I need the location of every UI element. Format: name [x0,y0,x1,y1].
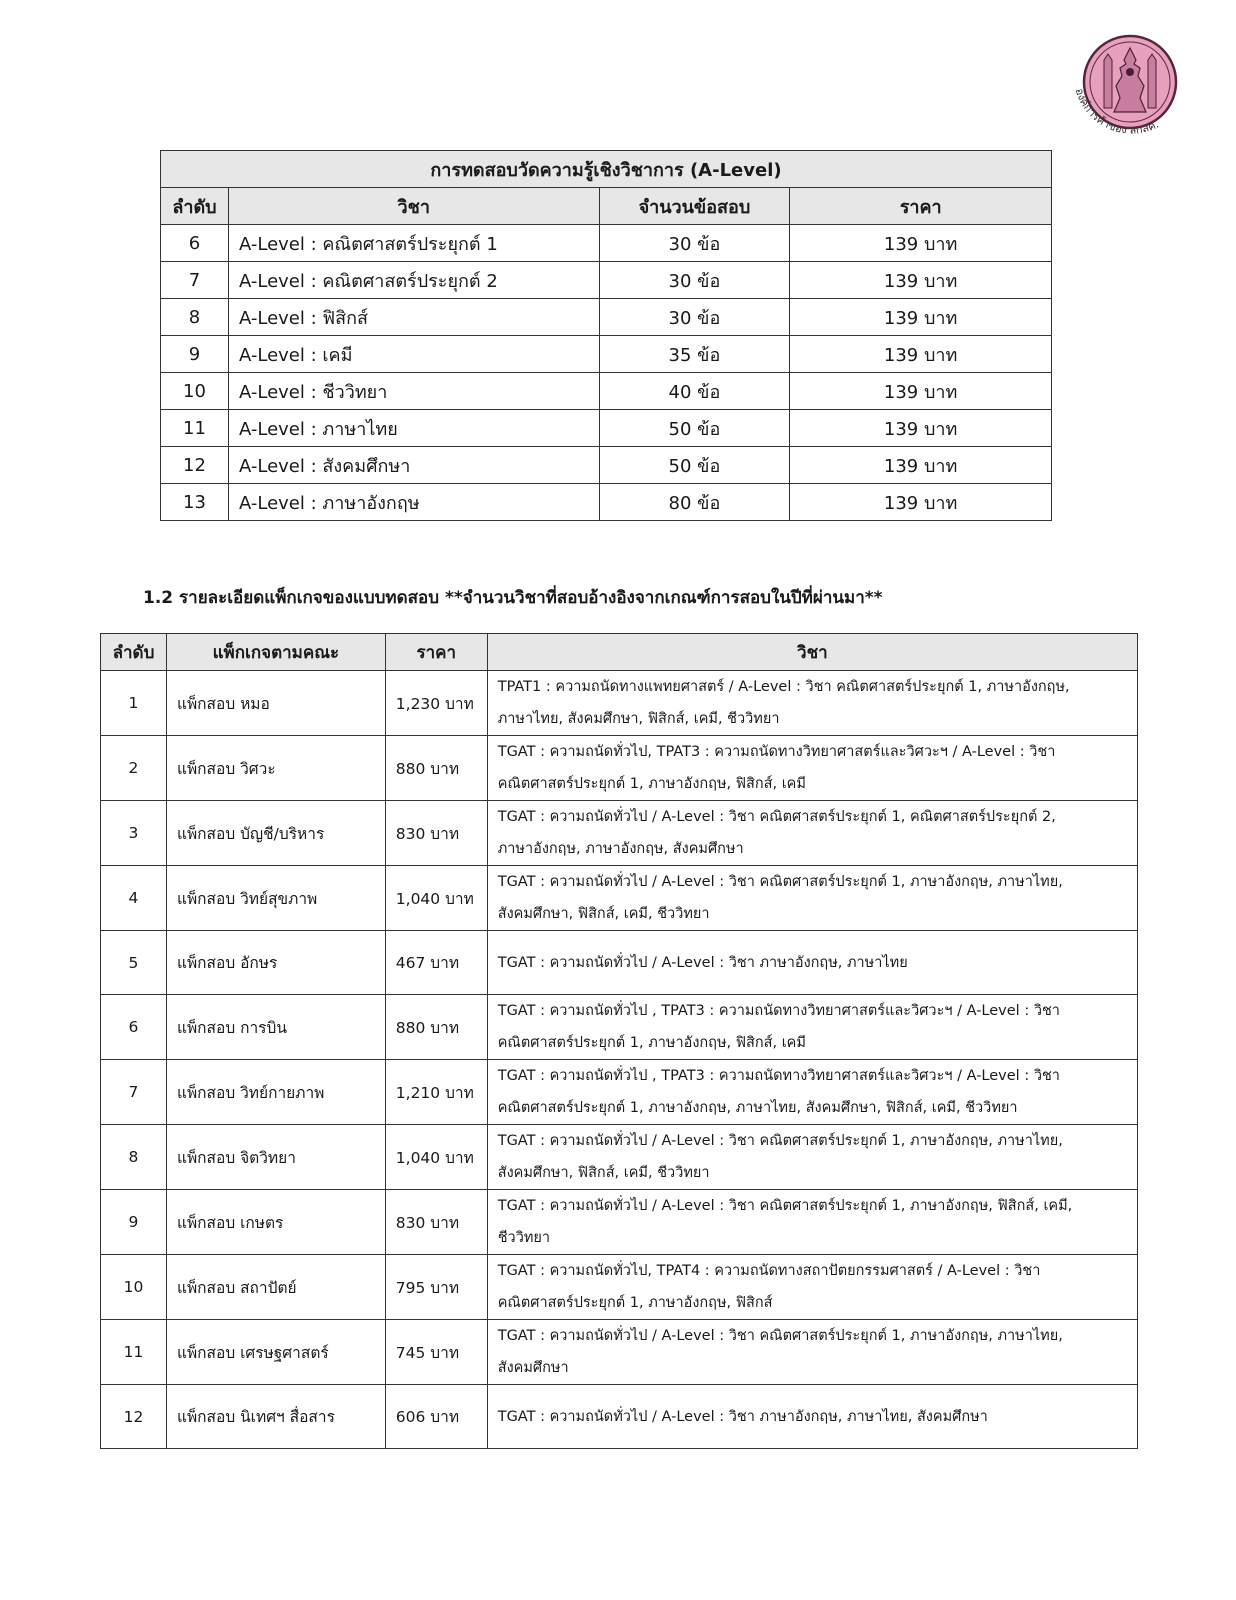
subject-cell: A-Level : คณิตศาสตร์ประยุกต์ 2 [228,262,599,299]
price-cell: 139 บาท [790,484,1052,521]
question-count-cell: 35 ข้อ [599,336,790,373]
price-cell: 606 บาท [385,1385,487,1449]
order-cell: 11 [101,1320,167,1385]
subjects-line: TGAT : ความถนัดทั่วไป / A-Level : วิชา ภาษาอังกฤษ, ภาษาไทย [497,954,908,971]
price-cell: 1,040 บาท [385,866,487,931]
subjects-line: TGAT : ความถนัดทั่วไป / A-Level : วิชา คณิตศาสตร์ประยุกต์ 1, ภาษาอังกฤษ, ภาษาไทย, [497,874,1063,890]
package-table [100,633,1138,1449]
question-count-cell: 80 ข้อ [599,484,790,521]
subjects-cell [487,801,1137,866]
price-cell: 139 บาท [790,299,1052,336]
header-price: ราคา [790,188,1052,225]
alevel-table-title: การทดสอบวัดความรู้เชิงวิชาการ (A-Level) [161,151,1052,188]
order-cell: 9 [101,1190,167,1255]
subjects-cell [487,1125,1137,1190]
price-cell: 1,230 บาท [385,671,487,736]
subjects-cell [487,931,1137,995]
subjects-cell [487,995,1137,1060]
package-name-cell: แพ็กสอบ หมอ [166,671,385,736]
table-row [161,373,1052,410]
header-price: ราคา [385,634,487,671]
price-cell: 139 บาท [790,373,1052,410]
table-row [101,1190,1138,1255]
price-cell: 139 บาท [790,410,1052,447]
table-row [101,671,1138,736]
subjects-line: คณิตศาสตร์ประยุกต์ 1, ภาษาอังกฤษ, ภาษาไทย, สังคมศึกษา, ฟิสิกส์, เคมี, ชีววิทยา [497,1100,1018,1116]
question-count-cell: 30 ข้อ [599,262,790,299]
subjects-cell [487,736,1137,801]
price-cell: 139 บาท [790,225,1052,262]
order-cell: 1 [101,671,167,736]
package-name-cell: แพ็กสอบ บัญชี/บริหาร [166,801,385,866]
order-cell: 7 [161,262,229,299]
header-subjects: วิชา [487,634,1137,671]
price-cell: 467 บาท [385,931,487,995]
subjects-line: TGAT : ความถนัดทั่วไป , TPAT3 : ความถนัดทางวิทยาศาสตร์และวิศวะฯ / A-Level : วิชา [497,1003,1060,1019]
question-count-cell: 40 ข้อ [599,373,790,410]
price-cell: 139 บาท [790,447,1052,484]
header-order: ลำดับ [101,634,167,671]
subjects-cell [487,671,1137,736]
subject-cell: A-Level : ภาษาไทย [228,410,599,447]
subject-cell: A-Level : ชีววิทยา [228,373,599,410]
subjects-cell [487,1190,1137,1255]
order-cell: 12 [161,447,229,484]
subjects-line: TPAT1 : ความถนัดทางแพทยศาสตร์ / A-Level : วิชา คณิตศาสตร์ประยุกต์ 1, ภาษาอังกฤษ, [497,679,1070,695]
package-name-cell: แพ็กสอบ นิเทศฯ สื่อสาร [166,1385,385,1449]
price-cell: 1,040 บาท [385,1125,487,1190]
order-cell: 6 [161,225,229,262]
order-cell: 11 [161,410,229,447]
subjects-cell [487,866,1137,931]
subjects-line: คณิตศาสตร์ประยุกต์ 1, ภาษาอังกฤษ, ฟิสิกส์, เคมี [497,1035,806,1051]
subjects-line: TGAT : ความถนัดทั่วไป / A-Level : วิชา คณิตศาสตร์ประยุกต์ 1, คณิตศาสตร์ประยุกต์ 2, [497,809,1056,825]
order-cell: 9 [161,336,229,373]
header-package: แพ็กเกจตามคณะ [166,634,385,671]
table-row [101,866,1138,931]
subjects-line: คณิตศาสตร์ประยุกต์ 1, ภาษาอังกฤษ, ฟิสิกส์, เคมี [497,776,806,792]
table-row [101,1385,1138,1449]
subjects-line: สังคมศึกษา [497,1360,569,1376]
package-name-cell: แพ็กสอบ วิทย์กายภาพ [166,1060,385,1125]
table-row [161,410,1052,447]
alevel-table [160,150,1052,521]
table-row [101,1320,1138,1385]
subjects-cell [487,1060,1137,1125]
table-row [161,299,1052,336]
table-row [161,447,1052,484]
subject-cell: A-Level : คณิตศาสตร์ประยุกต์ 1 [228,225,599,262]
organization-seal [1064,20,1198,154]
table-row [101,931,1138,995]
price-cell: 830 บาท [385,1190,487,1255]
section-heading: 1.2 รายละเอียดแพ็กเกจของแบบทดสอบ **จำนวนวิชาที่สอบอ้างอิงจากเกณฑ์การสอบในปีที่ผ่านมา** [143,588,883,608]
subjects-line: TGAT : ความถนัดทั่วไป / A-Level : วิชา ภาษาอังกฤษ, ภาษาไทย, สังคมศึกษา [497,1408,988,1425]
subjects-line: TGAT : ความถนัดทั่วไป / A-Level : วิชา คณิตศาสตร์ประยุกต์ 1, ภาษาอังกฤษ, ภาษาไทย, [497,1133,1063,1149]
subject-cell: A-Level : ฟิสิกส์ [228,299,599,336]
subjects-line: TGAT : ความถนัดทั่วไป , TPAT3 : ความถนัดทางวิทยาศาสตร์และวิศวะฯ / A-Level : วิชา [497,1068,1060,1084]
subjects-line: ภาษาอังกฤษ, ภาษาอังกฤษ, สังคมศึกษา [497,841,744,857]
subject-cell: A-Level : เคมี [228,336,599,373]
order-cell: 7 [101,1060,167,1125]
subjects-line: สังคมศึกษา, ฟิสิกส์, เคมี, ชีววิทยา [497,906,710,922]
subjects-line: สังคมศึกษา, ฟิสิกส์, เคมี, ชีววิทยา [497,1165,710,1181]
package-name-cell: แพ็กสอบ การบิน [166,995,385,1060]
package-name-cell: แพ็กสอบ เกษตร [166,1190,385,1255]
table-row [101,736,1138,801]
price-cell: 1,210 บาท [385,1060,487,1125]
order-cell: 4 [101,866,167,931]
question-count-cell: 30 ข้อ [599,225,790,262]
package-name-cell: แพ็กสอบ สถาปัตย์ [166,1255,385,1320]
price-cell: 830 บาท [385,801,487,866]
order-cell: 8 [101,1125,167,1190]
subjects-cell [487,1255,1137,1320]
question-count-cell: 50 ข้อ [599,447,790,484]
table-row [161,262,1052,299]
price-cell: 880 บาท [385,995,487,1060]
subjects-line: ชีววิทยา [497,1230,551,1246]
table-row [101,995,1138,1060]
subject-cell: A-Level : สังคมศึกษา [228,447,599,484]
subjects-line: TGAT : ความถนัดทั่วไป / A-Level : วิชา คณิตศาสตร์ประยุกต์ 1, ภาษาอังกฤษ, ฟิสิกส์, เคมี, [497,1198,1073,1214]
order-cell: 5 [101,931,167,995]
order-cell: 8 [161,299,229,336]
table-row [101,801,1138,866]
header-subject: วิชา [228,188,599,225]
order-cell: 3 [101,801,167,866]
subjects-line: TGAT : ความถนัดทั่วไป / A-Level : วิชา คณิตศาสตร์ประยุกต์ 1, ภาษาอังกฤษ, ภาษาไทย, [497,1328,1063,1344]
package-name-cell: แพ็กสอบ วิศวะ [166,736,385,801]
package-name-cell: แพ็กสอบ อักษร [166,931,385,995]
table-row [101,1125,1138,1190]
price-cell: 880 บาท [385,736,487,801]
subjects-line: TGAT : ความถนัดทั่วไป, TPAT4 : ความถนัดทางสถาปัตยกรรมศาสตร์ / A-Level : วิชา [497,1263,1041,1279]
header-order: ลำดับ [161,188,229,225]
table-row [101,1255,1138,1320]
order-cell: 10 [101,1255,167,1320]
order-cell: 10 [161,373,229,410]
package-name-cell: แพ็กสอบ วิทย์สุขภาพ [166,866,385,931]
seal-text: องค์การค้าของ สกสค. [1072,86,1161,137]
table-row [161,336,1052,373]
order-cell: 6 [101,995,167,1060]
subjects-line: คณิตศาสตร์ประยุกต์ 1, ภาษาอังกฤษ, ฟิสิกส์ [497,1295,773,1311]
question-count-cell: 50 ข้อ [599,410,790,447]
header-question-count: จำนวนข้อสอบ [599,188,790,225]
price-cell: 745 บาท [385,1320,487,1385]
order-cell: 2 [101,736,167,801]
table-row [161,484,1052,521]
package-name-cell: แพ็กสอบ จิตวิทยา [166,1125,385,1190]
table-row [101,1060,1138,1125]
subjects-line: ภาษาไทย, สังคมศึกษา, ฟิสิกส์, เคมี, ชีววิทยา [497,711,780,727]
order-cell: 13 [161,484,229,521]
price-cell: 795 บาท [385,1255,487,1320]
question-count-cell: 30 ข้อ [599,299,790,336]
subjects-line: TGAT : ความถนัดทั่วไป, TPAT3 : ความถนัดทางวิทยาศาสตร์และวิศวะฯ / A-Level : วิชา [497,744,1056,760]
order-cell: 12 [101,1385,167,1449]
subjects-cell [487,1385,1137,1449]
subjects-cell [487,1320,1137,1385]
subject-cell: A-Level : ภาษาอังกฤษ [228,484,599,521]
price-cell: 139 บาท [790,336,1052,373]
price-cell: 139 บาท [790,262,1052,299]
package-name-cell: แพ็กสอบ เศรษฐศาสตร์ [166,1320,385,1385]
table-row [161,225,1052,262]
